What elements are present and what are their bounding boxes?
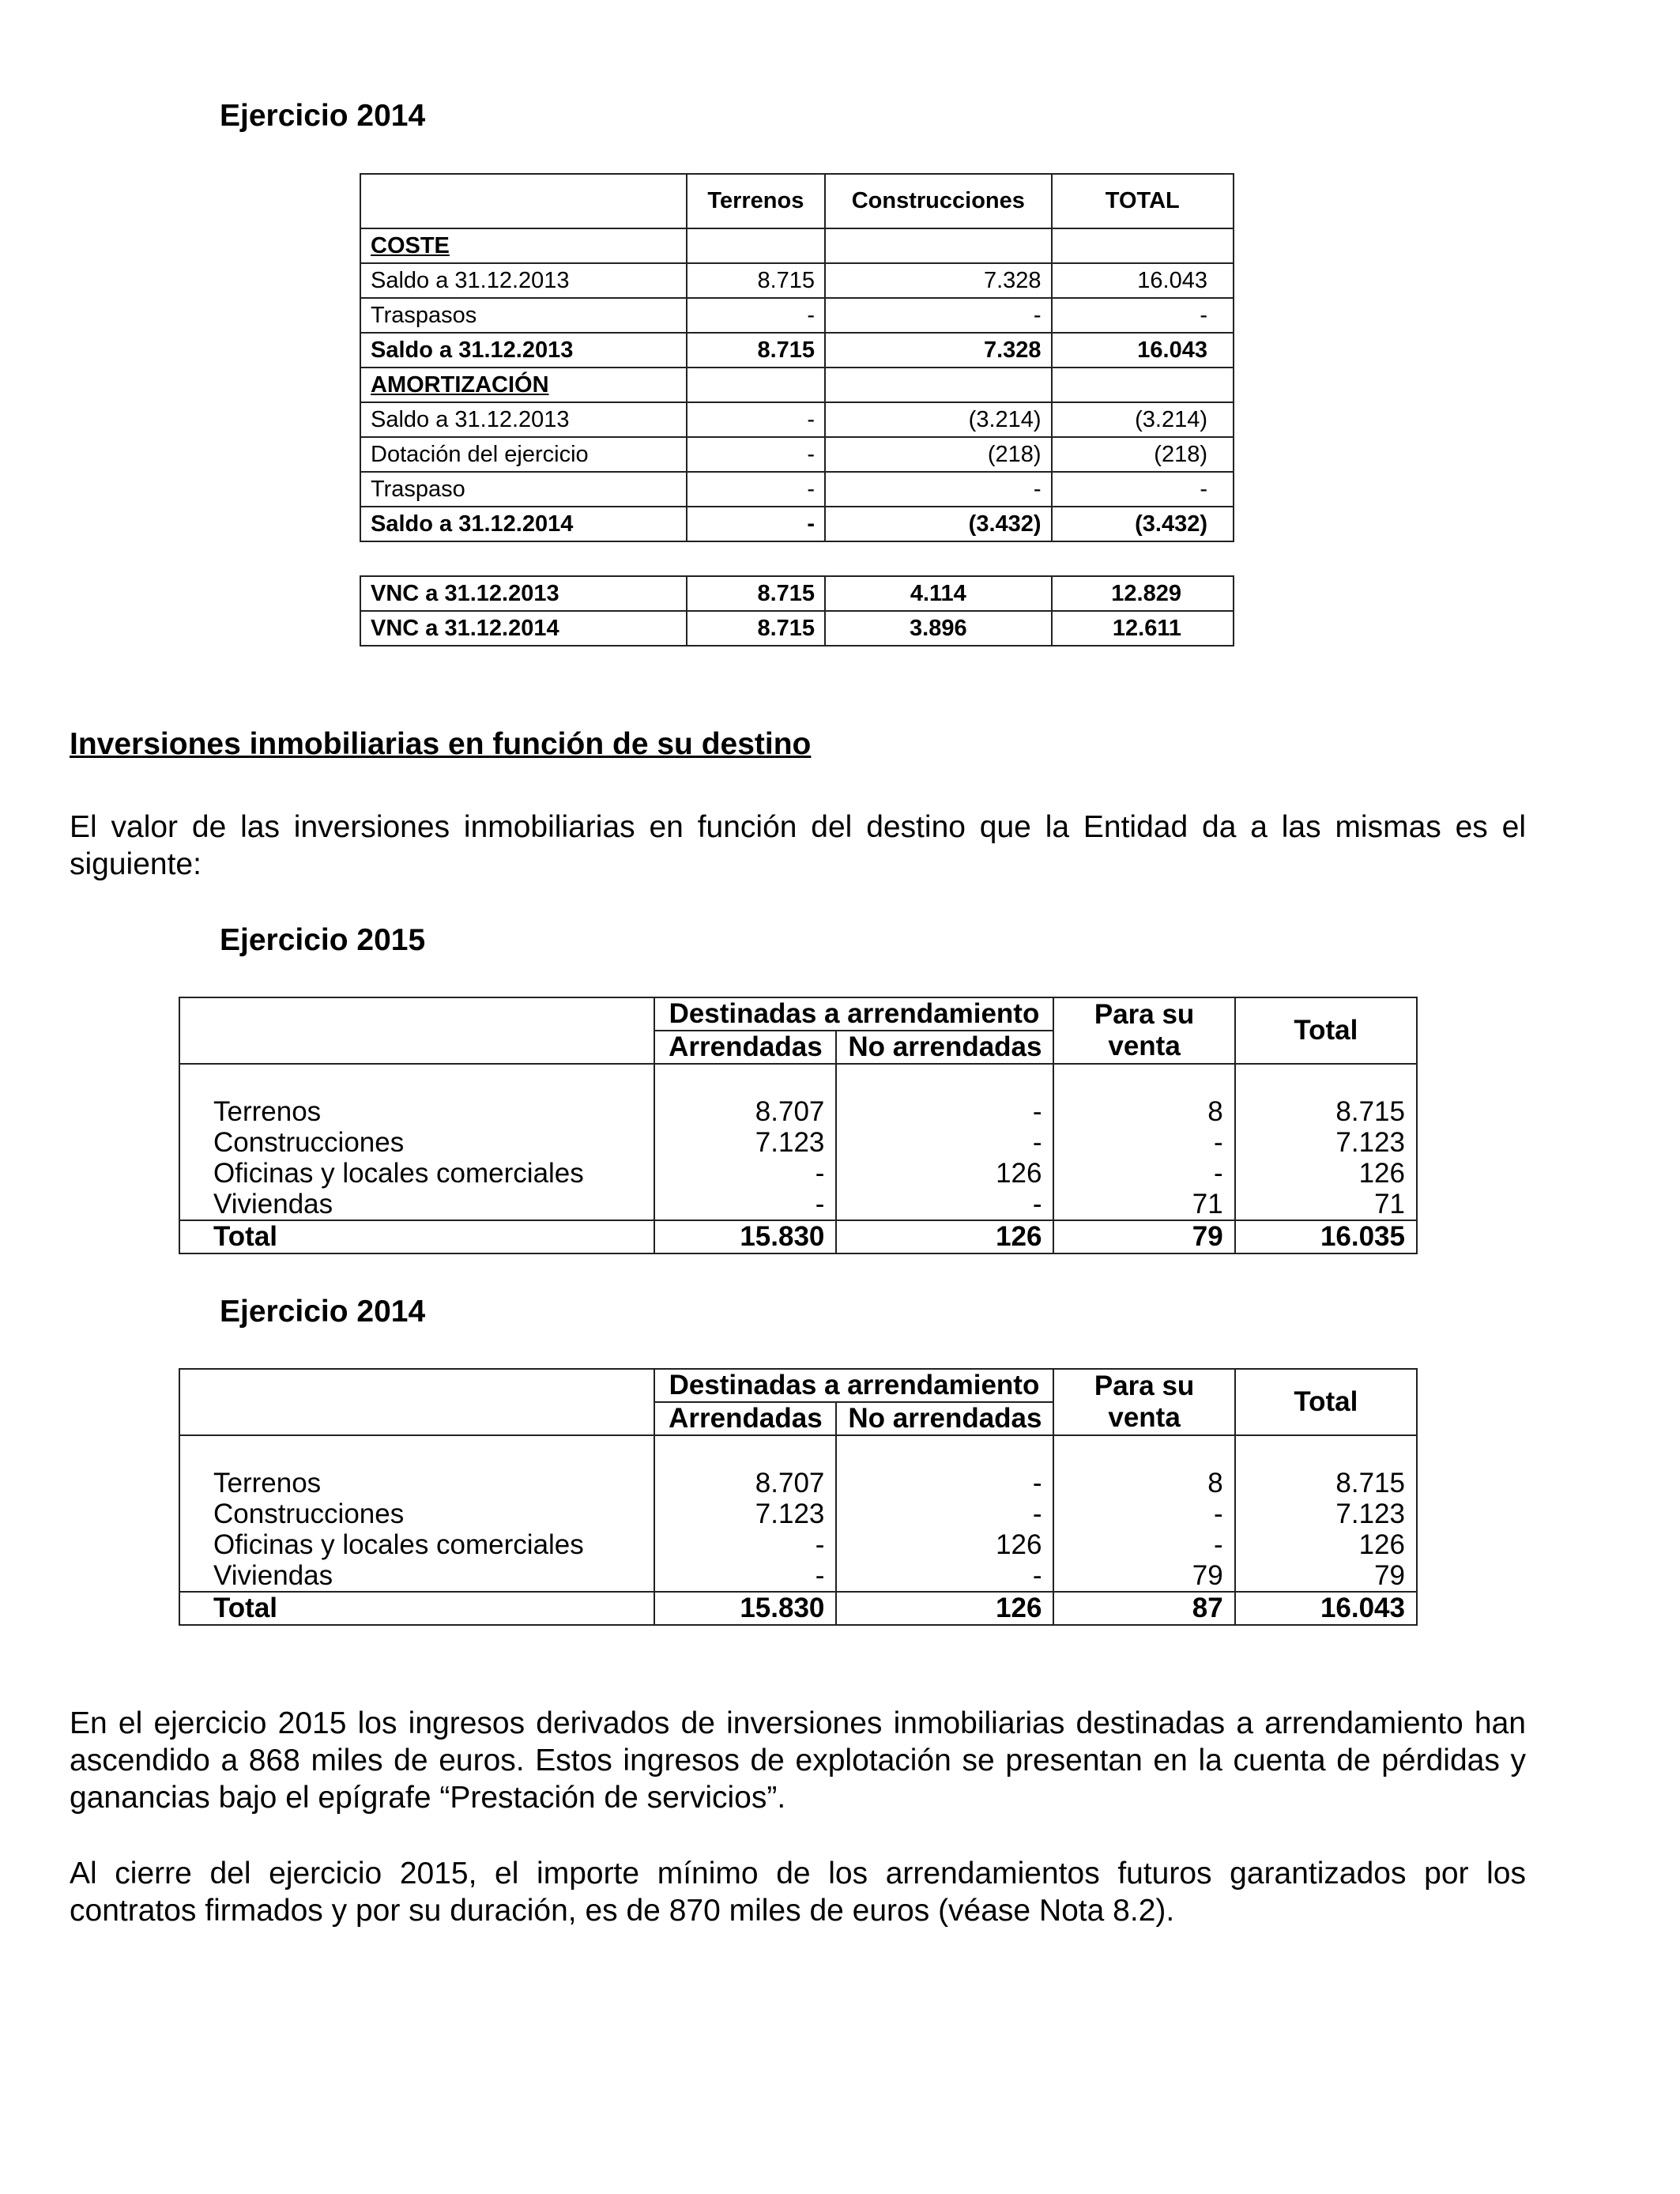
paragraph-cierre: Al cierre del ejercicio 2015, el importe mínimo de los arrendamientos futuros garantizados por los contratos firmados y por su duración, es de 870 miles de euros (véase Nota 8.2). (70, 1857, 1526, 1928)
spacer-cell (1053, 1435, 1234, 1468)
row-label: Viviendas (179, 1560, 654, 1592)
cell-terrenos: - (687, 437, 825, 472)
total-label: Total (179, 1220, 654, 1253)
cell-no-arrendadas: 126 (836, 1529, 1053, 1560)
cell-total: 12.829 (1052, 576, 1234, 611)
table-cell (687, 228, 825, 263)
gap-cell (687, 541, 825, 576)
table-row (179, 1468, 1417, 1498)
cell-terrenos: - (687, 472, 825, 507)
spacer-cell (654, 1064, 836, 1096)
header-para-su-venta: Para su venta (1053, 1369, 1234, 1435)
table-row (360, 472, 1234, 507)
cell-arrendadas: 7.123 (654, 1127, 836, 1158)
cell-construcciones: 4.114 (825, 576, 1052, 611)
table-row (360, 263, 1234, 298)
table-header-row (360, 174, 1234, 228)
cell-construcciones: - (825, 472, 1052, 507)
spacer-cell (654, 1435, 836, 1468)
table-row (360, 402, 1234, 437)
header-total: TOTAL (1052, 174, 1234, 228)
table-row (179, 1529, 1417, 1560)
cell-no-arrendadas: - (836, 1560, 1053, 1592)
cell-construcciones: (3.432) (825, 507, 1052, 541)
section-title: Inversiones inmobiliarias en función de su destino (70, 727, 812, 761)
row-label: Dotación del ejercicio (360, 437, 687, 472)
cell-total: 126 (1235, 1529, 1417, 1560)
cell-terrenos: 8.715 (687, 263, 825, 298)
table-cell (825, 368, 1052, 402)
gap-row (360, 541, 1234, 576)
amortizacion-label-row (360, 368, 1234, 402)
cell-total: (3.214) (1052, 402, 1234, 437)
table-row (179, 1560, 1417, 1592)
row-label: Construcciones (179, 1498, 654, 1529)
cell-total: 7.123 (1235, 1127, 1417, 1158)
cell-terrenos: - (687, 507, 825, 541)
table-header-row (179, 1369, 1417, 1402)
total-total: 16.043 (1235, 1592, 1417, 1625)
coste-label-row (360, 228, 1234, 263)
row-label: Viviendas (179, 1189, 654, 1220)
row-label: Traspasos (360, 298, 687, 333)
cell-total: (218) (1052, 437, 1234, 472)
cell-arrendadas: 7.123 (654, 1498, 836, 1529)
cell-total: 16.043 (1052, 263, 1234, 298)
total-no-arrendadas: 126 (836, 1220, 1053, 1253)
table-cell (1052, 368, 1234, 402)
cell-para-venta: 79 (1053, 1560, 1234, 1592)
cell-construcciones: 7.328 (825, 263, 1052, 298)
cell-para-venta: - (1053, 1529, 1234, 1560)
cell-arrendadas: - (654, 1189, 836, 1220)
spacer-cell (836, 1435, 1053, 1468)
table-row (179, 1096, 1417, 1127)
vnc-row (360, 611, 1234, 646)
header-construcciones: Construcciones (825, 174, 1052, 228)
total-row (179, 1220, 1417, 1253)
total-arrendadas: 15.830 (654, 1220, 836, 1253)
table-row (179, 1127, 1417, 1158)
cell-construcciones: (218) (825, 437, 1052, 472)
cell-total: 8.715 (1235, 1096, 1417, 1127)
table-cell (1052, 228, 1234, 263)
cell-para-venta: 71 (1053, 1189, 1234, 1220)
header-no-arrendadas: No arrendadas (836, 1402, 1053, 1435)
table-row (360, 507, 1234, 541)
cell-terrenos: 8.715 (687, 611, 825, 646)
cell-total: 12.611 (1052, 611, 1234, 646)
spacer-row (179, 1435, 1417, 1468)
cell-arrendadas: - (654, 1560, 836, 1592)
total-total: 16.035 (1235, 1220, 1417, 1253)
cell-para-venta: - (1053, 1127, 1234, 1158)
spacer-cell (1235, 1064, 1417, 1096)
header-arrendadas: Arrendadas (654, 1402, 836, 1435)
vnc-row (360, 576, 1234, 611)
table-row (360, 333, 1234, 368)
cell-terrenos: 8.715 (687, 333, 825, 368)
cell-para-venta: - (1053, 1498, 1234, 1529)
gap-cell (825, 541, 1052, 576)
cell-construcciones: 7.328 (825, 333, 1052, 368)
total-para-venta: 79 (1053, 1220, 1234, 1253)
header-cell-empty (360, 174, 687, 228)
row-label: Construcciones (179, 1127, 654, 1158)
cell-terrenos: - (687, 298, 825, 333)
header-destinadas-arrendamiento: Destinadas a arrendamiento (654, 1369, 1053, 1402)
cell-para-venta: 8 (1053, 1096, 1234, 1127)
heading-ejercicio-2015: Ejercicio 2015 (220, 923, 426, 957)
cell-para-venta: - (1053, 1158, 1234, 1189)
total-label: Total (179, 1592, 654, 1625)
cell-terrenos: 8.715 (687, 576, 825, 611)
cell-no-arrendadas: - (836, 1498, 1053, 1529)
spacer-cell (179, 1435, 654, 1468)
table-row (179, 1498, 1417, 1529)
row-label: Oficinas y locales comerciales (179, 1158, 654, 1189)
total-no-arrendadas: 126 (836, 1592, 1053, 1625)
table-destino-2014 (179, 1368, 1418, 1626)
cell-total: - (1052, 298, 1234, 333)
row-label: Traspaso (360, 472, 687, 507)
header-arrendadas: Arrendadas (654, 1031, 836, 1064)
table-row (360, 298, 1234, 333)
row-label: Saldo a 31.12.2013 (360, 263, 687, 298)
cell-no-arrendadas: - (836, 1468, 1053, 1498)
cell-construcciones: 3.896 (825, 611, 1052, 646)
table-cell (825, 228, 1052, 263)
cell-construcciones: (3.214) (825, 402, 1052, 437)
paragraph-ingresos: En el ejercicio 2015 los ingresos derivados de inversiones inmobiliarias destinadas a arrendamiento han ascendido a 868 miles de euros. Estos ingresos de explotación se presentan en la cuenta de pérdidas y ganancias bajo el epígrafe “Prestación de servicios”. (70, 1706, 1526, 1815)
cell-no-arrendadas: - (836, 1096, 1053, 1127)
header-para-su-venta: Para su venta (1053, 997, 1234, 1064)
spacer-cell (1053, 1064, 1234, 1096)
total-para-venta: 87 (1053, 1592, 1234, 1625)
cell-total: 126 (1235, 1158, 1417, 1189)
row-label: VNC a 31.12.2014 (360, 611, 687, 646)
cell-total: 79 (1235, 1560, 1417, 1592)
row-label: Saldo a 31.12.2013 (360, 333, 687, 368)
row-label: Saldo a 31.12.2013 (360, 402, 687, 437)
cell-terrenos: - (687, 402, 825, 437)
cell-arrendadas: - (654, 1158, 836, 1189)
spacer-row (179, 1064, 1417, 1096)
gap-cell (360, 541, 687, 576)
cell-total: - (1052, 472, 1234, 507)
spacer-cell (1235, 1435, 1417, 1468)
cell-para-venta: 8 (1053, 1468, 1234, 1498)
cell-arrendadas: - (654, 1529, 836, 1560)
row-label: Terrenos (179, 1468, 654, 1498)
table-destino-2015 (179, 997, 1418, 1254)
table-row (179, 1189, 1417, 1220)
amortizacion-label: AMORTIZACIÓN (360, 368, 687, 402)
cell-total: 8.715 (1235, 1468, 1417, 1498)
header-no-arrendadas: No arrendadas (836, 1031, 1053, 1064)
spacer-cell (836, 1064, 1053, 1096)
cell-total: 71 (1235, 1189, 1417, 1220)
table-coste-amortizacion (360, 173, 1234, 647)
cell-no-arrendadas: 126 (836, 1158, 1053, 1189)
total-row (179, 1592, 1417, 1625)
cell-arrendadas: 8.707 (654, 1468, 836, 1498)
gap-cell (1052, 541, 1234, 576)
coste-label: COSTE (360, 228, 687, 263)
spacer-cell (179, 1064, 654, 1096)
header-cell-empty (179, 997, 654, 1064)
heading-ejercicio-2014-bottom: Ejercicio 2014 (220, 1295, 426, 1329)
cell-total: 16.043 (1052, 333, 1234, 368)
header-total: Total (1235, 1369, 1417, 1435)
table-header-row (179, 997, 1417, 1031)
cell-no-arrendadas: - (836, 1127, 1053, 1158)
header-cell-empty (179, 1369, 654, 1435)
cell-arrendadas: 8.707 (654, 1096, 836, 1127)
row-label: VNC a 31.12.2013 (360, 576, 687, 611)
table-cell (687, 368, 825, 402)
table-row (360, 437, 1234, 472)
row-label: Terrenos (179, 1096, 654, 1127)
row-label: Saldo a 31.12.2014 (360, 507, 687, 541)
intro-paragraph: El valor de las inversiones inmobiliarias en función del destino que la Entidad da a las mismas es el siguiente: (70, 810, 1526, 881)
cell-no-arrendadas: - (836, 1189, 1053, 1220)
table-row (179, 1158, 1417, 1189)
cell-construcciones: - (825, 298, 1052, 333)
heading-ejercicio-2014-top: Ejercicio 2014 (220, 99, 426, 133)
cell-total: (3.432) (1052, 507, 1234, 541)
header-total: Total (1235, 997, 1417, 1064)
row-label: Oficinas y locales comerciales (179, 1529, 654, 1560)
cell-total: 7.123 (1235, 1498, 1417, 1529)
header-destinadas-arrendamiento: Destinadas a arrendamiento (654, 997, 1053, 1031)
header-terrenos: Terrenos (687, 174, 825, 228)
total-arrendadas: 15.830 (654, 1592, 836, 1625)
